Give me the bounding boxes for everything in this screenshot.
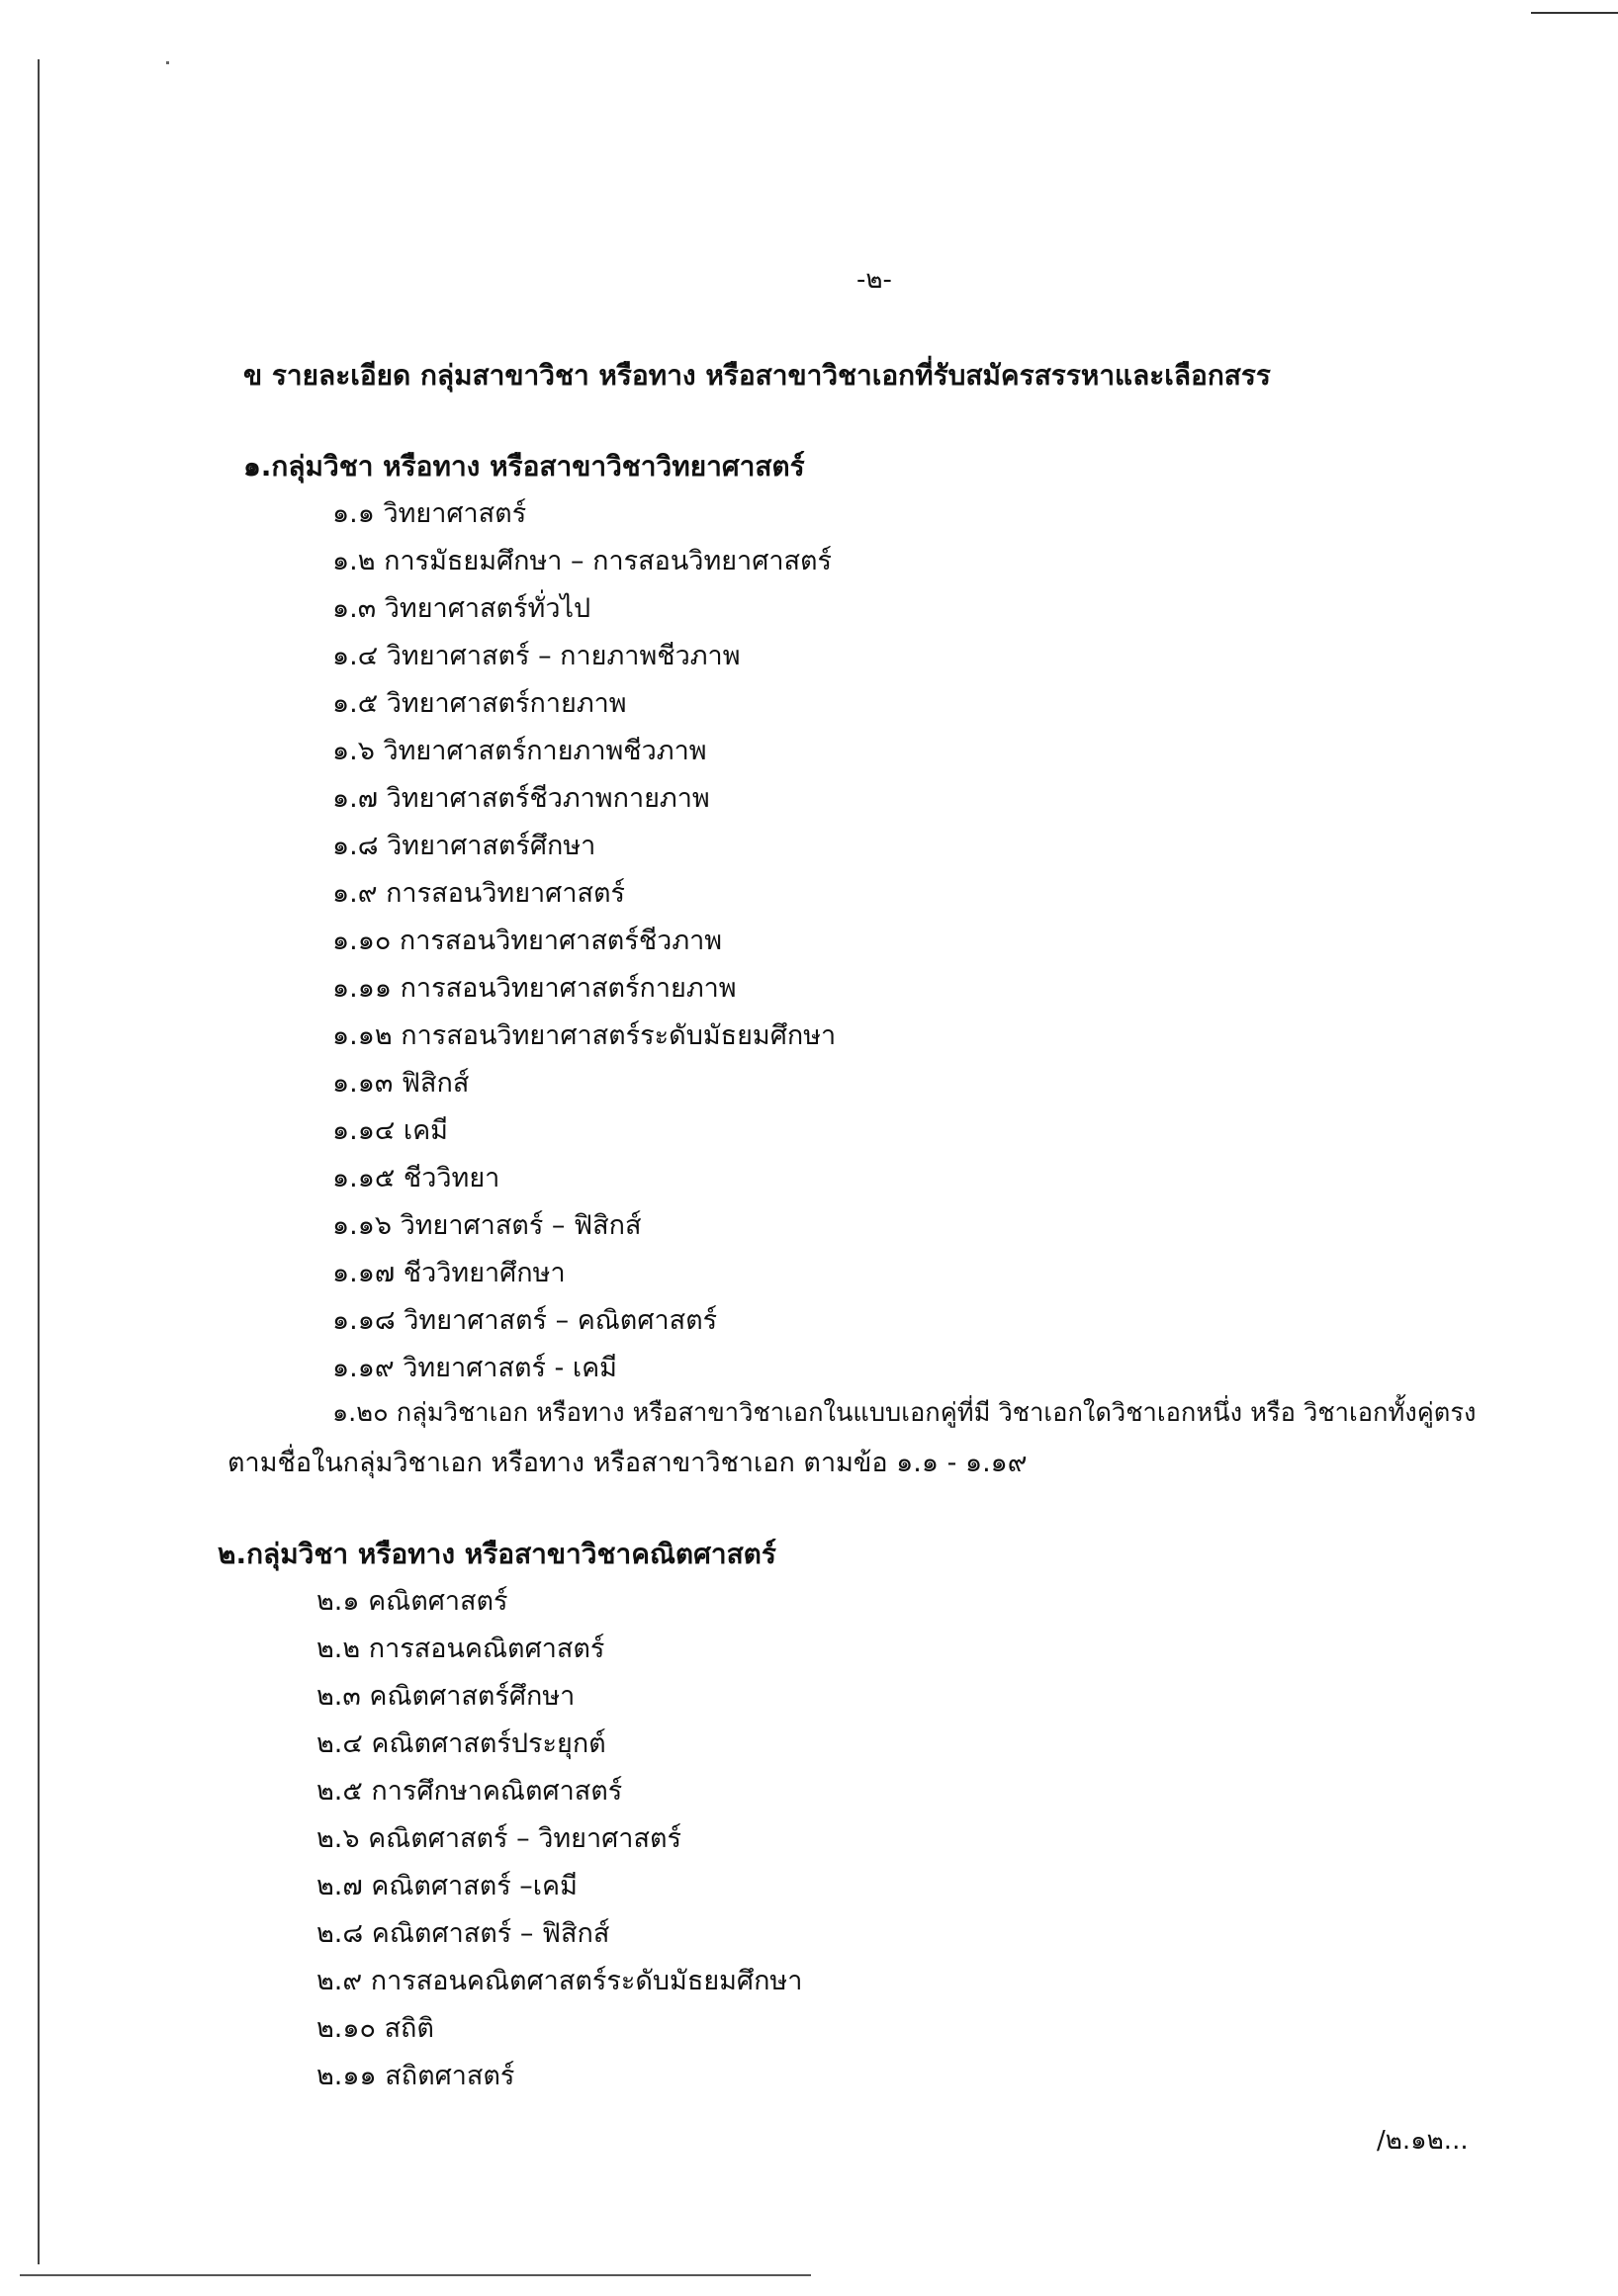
list-item: ๒.๓ คณิตศาสตร์ศึกษา [316,1681,576,1712]
scan-edge-line-left [38,59,40,2264]
list-item: ๑.๑๔ เคมี [332,1115,448,1146]
list-item: ๑.๖ วิทยาศาสตร์กายภาพชีวภาพ [332,736,707,766]
list-item: ๒.๙ การสอนคณิตศาสตร์ระดับมัธยมศึกษา [316,1966,803,1996]
list-item: ๒.๒ การสอนคณิตศาสตร์ [316,1634,605,1664]
list-item: ๑.๑๒ การสอนวิทยาศาสตร์ระดับมัธยมศึกษา [332,1020,837,1051]
list-item-continuation-line: ตามชื่อในกลุ่มวิชาเอก หรือทาง หรือสาขาวิชาเอก ตามข้อ ๑.๑ - ๑.๑๙ [227,1448,1028,1478]
list-item: ๑.๑๖ วิทยาศาสตร์ – ฟิสิกส์ [332,1210,642,1241]
list-item: ๒.๔ คณิตศาสตร์ประยุกต์ [316,1728,606,1759]
list-item: ๑.๒ การมัธยมศึกษา – การสอนวิทยาศาสตร์ [332,546,833,576]
list-item: ๒.๑๑ สถิตศาสตร์ [316,2061,515,2091]
list-item: ๑.๑๙ วิทยาศาสตร์ - เคมี [332,1353,617,1383]
document-heading: ข รายละเอียด กลุ่มสาขาวิชา หรือทาง หรือสาขาวิชาเอกที่รับสมัครสรรหาและเลือกสรร [243,359,1271,392]
continuation-reference: /๒.๑๒... [1377,2126,1469,2156]
list-item: ๒.๘ คณิตศาสตร์ – ฟิสิกส์ [316,1918,610,1949]
list-item: ๑.๓ วิทยาศาสตร์ทั่วไป [332,593,591,624]
scan-edge-line-bottom [20,2274,811,2276]
list-item-continuation: ๑.๒๐ กลุ่มวิชาเอก หรือทาง หรือสาขาวิชาเอกในแบบเอกคู่ที่มี วิชาเอกใดวิชาเอกหนึ่ง หรือ วิชาเอกทั้งคู่ตรง [332,1398,1477,1428]
scan-speck [166,61,169,64]
list-item: ๒.๖ คณิตศาสตร์ – วิทยาศาสตร์ [316,1823,681,1854]
list-item: ๑.๙ การสอนวิทยาศาสตร์ [332,878,625,909]
page-number: -๒- [856,265,892,295]
list-item: ๑.๕ วิทยาศาสตร์กายภาพ [332,688,627,719]
list-item: ๑.๑๘ วิทยาศาสตร์ – คณิตศาสตร์ [332,1305,718,1336]
list-item: ๒.๑ คณิตศาสตร์ [316,1586,508,1617]
list-item: ๑.๑๗ ชีววิทยาศึกษา [332,1258,566,1288]
section-title-science: ๑.กลุ่มวิชา หรือทาง หรือสาขาวิชาวิทยาศาสตร์ [243,450,805,483]
list-item: ๑.๔ วิทยาศาสตร์ – กายภาพชีวภาพ [332,641,741,671]
section-title-mathematics: ๒.กลุ่มวิชา หรือทาง หรือสาขาวิชาคณิตศาสตร์ [218,1538,776,1570]
scan-edge-line-top-right [1531,12,1618,14]
list-item: ๑.๗ วิทยาศาสตร์ชีวภาพกายภาพ [332,783,710,814]
list-item: ๒.๕ การศึกษาคณิตศาสตร์ [316,1776,623,1807]
list-item: ๑.๘ วิทยาศาสตร์ศึกษา [332,831,596,861]
list-item: ๑.๑๑ การสอนวิทยาศาสตร์กายภาพ [332,973,737,1004]
list-item: ๒.๗ คณิตศาสตร์ –เคมี [316,1871,578,1901]
list-item: ๑.๑๐ การสอนวิทยาศาสตร์ชีวภาพ [332,926,723,956]
list-item: ๑.๑๓ ฟิสิกส์ [332,1068,470,1099]
list-item: ๒.๑๐ สถิติ [316,2013,434,2044]
list-item: ๑.๑๕ ชีววิทยา [332,1163,500,1193]
list-item: ๑.๑ วิทยาศาสตร์ [332,498,527,529]
